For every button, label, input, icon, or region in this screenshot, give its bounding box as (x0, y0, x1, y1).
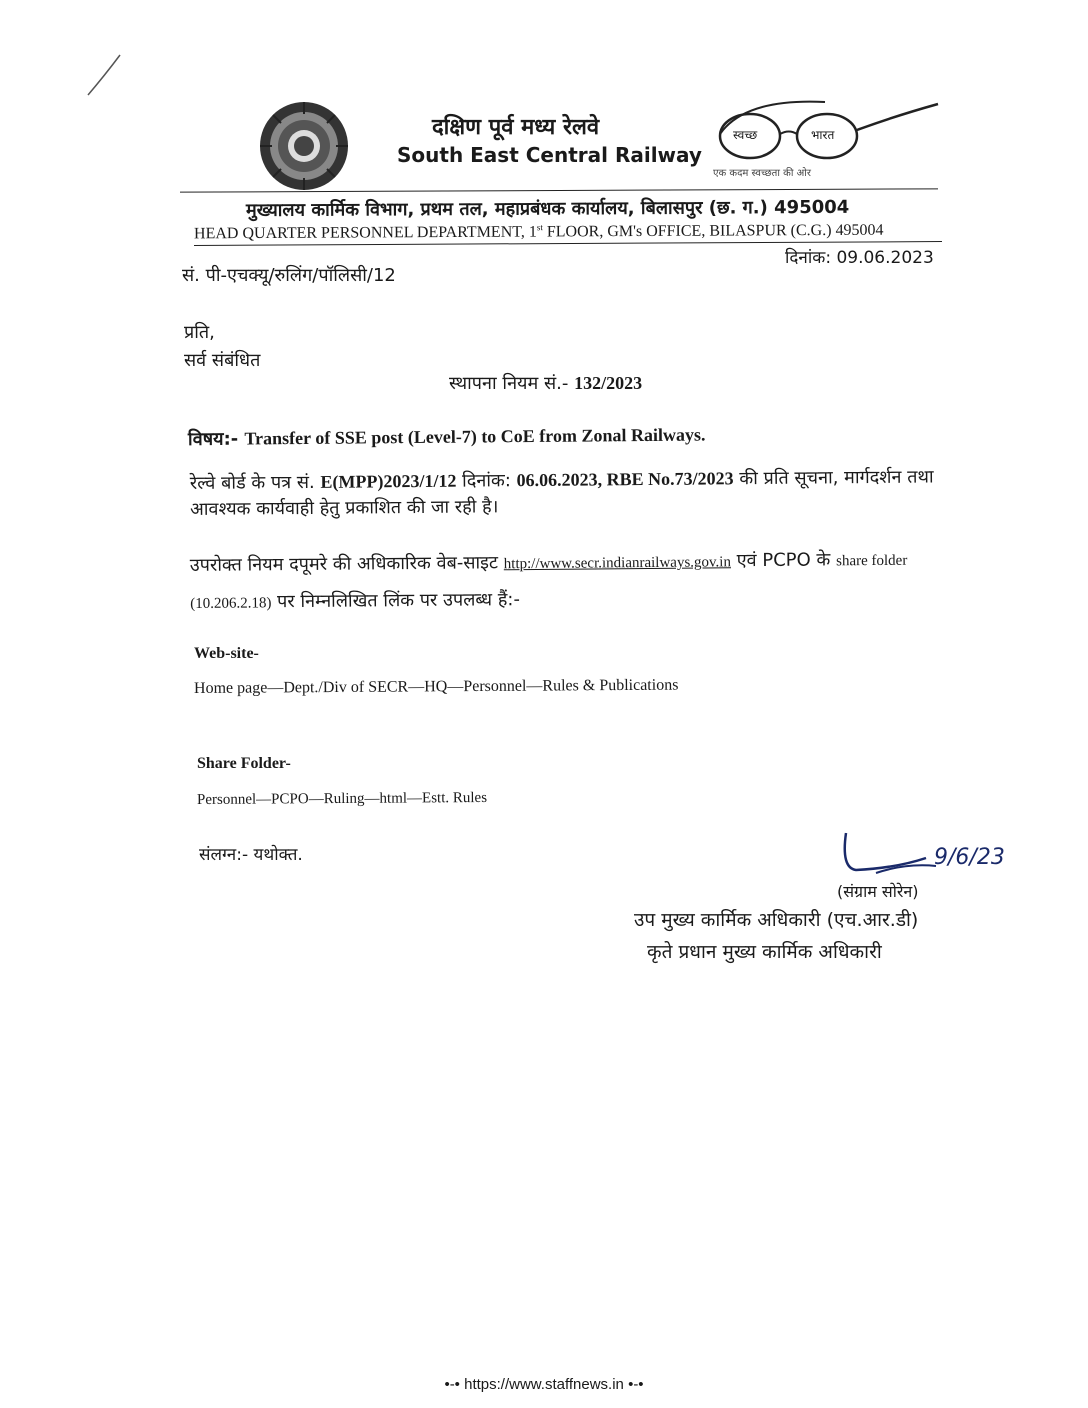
signatory-designation: उप मुख्य कार्मिक अधिकारी (एच.आर.डी) (634, 909, 919, 931)
website-label: Web-site- (194, 645, 259, 662)
para1-part4: की प्रति सूचना, मार्गदर्शन तथा आवश्यक कार्यवाही हेतु प्रकाशित की जा रही है। (190, 466, 934, 520)
rbe-number: , RBE No.73/2023 (597, 468, 734, 490)
indian-railways-logo-icon (258, 100, 350, 192)
address-english (194, 220, 884, 243)
address-hindi: मुख्यालय कार्मिक विभाग, प्रथम तल, महाप्रबंधक कार्यालय, बिलासपुर (छ. ग.) 495004 (245, 196, 850, 221)
enclosure-line: संलग्न:- यथोक्त. (199, 845, 303, 865)
address-english-part2: FLOOR, GM's OFFICE, BILASPUR (C.G.) 495004 (542, 221, 884, 241)
pen-stroke-mark (80, 50, 140, 100)
subject-label: विषय:- (187, 428, 245, 450)
para2-part1: उपरोक्त नियम दपूमरे की अधिकारिक वेब-साइट (189, 552, 504, 577)
org-name-english: South East Central Railway (397, 143, 702, 167)
share-folder-label: Share Folder- (197, 755, 291, 772)
para1-part2: दिनांक: (456, 470, 517, 492)
signature-date: 9/6/23 (934, 845, 1005, 870)
addressee-label: प्रति, (184, 322, 215, 343)
swachh-tagline: एक कदम स्वच्छता की ओर (713, 168, 811, 179)
subject-text: Transfer of SSE post (Level-7) to CoE from Zonal Railways. (244, 424, 706, 449)
org-name-hindi: दक्षिण पूर्व मध्य रेलवे (432, 115, 600, 140)
establishment-rule-line (449, 371, 642, 395)
address-english-sup: st (536, 222, 543, 233)
secr-website-link[interactable]: http://www.secr.indianrailways.gov.in (503, 554, 732, 573)
website-path: Home page—Dept./Div of SECR—HQ—Personnel—Rules & Publications (193, 676, 679, 697)
establishment-rule-number: 132/2023 (574, 373, 643, 393)
subject-line (188, 422, 706, 451)
share-folder-address: share folder (10.206.2.18) (190, 552, 908, 612)
letter-date: दिनांक: 09.06.2023 (785, 248, 934, 268)
para1-part1: रेल्वे बोर्ड के पत्र सं. (189, 471, 321, 495)
share-folder-path: Personnel—PCPO—Ruling—html—Estt. Rules (196, 789, 488, 808)
board-letter-date: 06.06.2023 (516, 469, 598, 491)
swachh-right-word: भारत (811, 128, 835, 142)
establishment-rule-label: स्थापना नियम सं.- (449, 373, 575, 394)
address-english-part1: HEAD QUARTER PERSONNEL DEPARTMENT, 1 (193, 223, 537, 243)
paragraph-reference (190, 463, 950, 523)
signatory-name: (संग्राम सोरेन) (837, 882, 919, 901)
para2-part3: पर निम्नलिखित लिंक पर उपलब्ध हैं:- (271, 589, 521, 613)
swachh-left-word: स्वच्छ (733, 128, 758, 142)
footer-website: •-• https://www.staffnews.in •-• (444, 1376, 644, 1393)
swachh-bharat-logo (705, 96, 945, 186)
board-letter-number: E(MPP)2023/1/12 (320, 470, 457, 492)
paragraph-availability (190, 541, 951, 622)
signatory-on-behalf: कृते प्रधान मुख्य कार्मिक अधिकारी (647, 941, 882, 963)
addressee-value: सर्व संबंधित (184, 350, 261, 371)
para2-part2: एवं PCPO के (730, 549, 837, 572)
reference-number: सं. पी-एचक्यू/रुलिंग/पॉलिसी/12 (182, 265, 396, 286)
